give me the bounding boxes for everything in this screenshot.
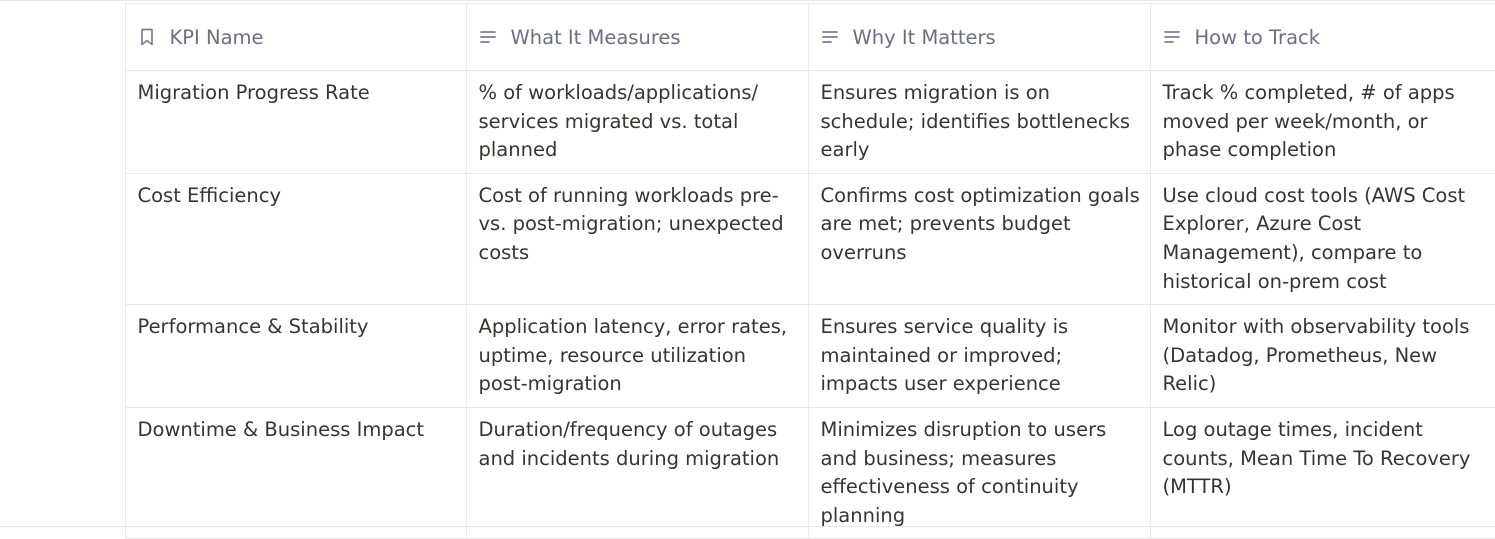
column-header-label: How to Track [1194, 25, 1321, 49]
table-row [0, 305, 1495, 408]
table-row [0, 71, 1495, 174]
column-header-how-to-track[interactable] [1150, 4, 1495, 71]
cell-how-to-track[interactable]: Use cloud cost tools (AWS Cost Explorer, Azure Cost Management), compare to historical on-prem cost [1150, 173, 1495, 304]
header-row [0, 4, 1495, 71]
cell-why-it-matters[interactable]: Ensures service quality is maintained or improved; impacts user experience [808, 305, 1150, 408]
cell-why-it-matters[interactable]: Ensures migration is on schedule; identifies bottlenecks early [808, 71, 1150, 174]
cell-why-it-matters[interactable]: Confirms cost optimization goals are met; prevents budget overruns [808, 173, 1150, 304]
cell-kpi-name[interactable]: Migration Progress Rate [125, 71, 466, 174]
cell-what-it-measures[interactable]: Duration/frequency of outages and incidents during migration [466, 407, 808, 538]
cell-kpi-name[interactable]: Cost Efficiency [125, 173, 466, 304]
table-row [0, 407, 1495, 538]
cell-how-to-track[interactable]: Log outage times, incident counts, Mean Time To Recovery (MTTR) [1150, 407, 1495, 538]
cell-what-it-measures[interactable]: Application latency, error rates, uptime, resource utilization post-migration [466, 305, 808, 408]
cell-what-it-measures[interactable]: Cost of running workloads pre-vs. post-migration; unexpected costs [466, 173, 808, 304]
table-row [0, 173, 1495, 304]
row-gutter [0, 407, 125, 538]
column-header-why-it-matters[interactable] [808, 4, 1150, 71]
text-lines-icon [479, 28, 497, 46]
cell-kpi-name[interactable]: Performance & Stability [125, 305, 466, 408]
bookmark-icon [138, 27, 156, 47]
column-header-what-it-measures[interactable] [466, 4, 808, 71]
text-lines-icon [1163, 28, 1181, 46]
kpi-table [0, 3, 1495, 539]
column-header-label: KPI Name [169, 25, 264, 49]
column-header-label: What It Measures [510, 25, 681, 49]
cell-kpi-name[interactable]: Downtime & Business Impact [125, 407, 466, 538]
column-header-label: Why It Matters [852, 25, 996, 49]
cell-how-to-track[interactable]: Monitor with observability tools (Datadog, Prometheus, New Relic) [1150, 305, 1495, 408]
text-lines-icon [821, 28, 839, 46]
cell-why-it-matters[interactable]: Minimizes disruption to users and business; measures effectiveness of continuity planning [808, 407, 1150, 538]
row-gutter-header [0, 4, 125, 71]
column-header-kpi-name[interactable] [125, 4, 466, 71]
row-gutter [0, 173, 125, 304]
cell-how-to-track[interactable]: Track % completed, # of apps moved per week/month, or phase completion [1150, 71, 1495, 174]
row-gutter [0, 71, 125, 174]
row-gutter [0, 305, 125, 408]
cell-what-it-measures[interactable]: % of workloads/applications/ services migrated vs. total planned [466, 71, 808, 174]
